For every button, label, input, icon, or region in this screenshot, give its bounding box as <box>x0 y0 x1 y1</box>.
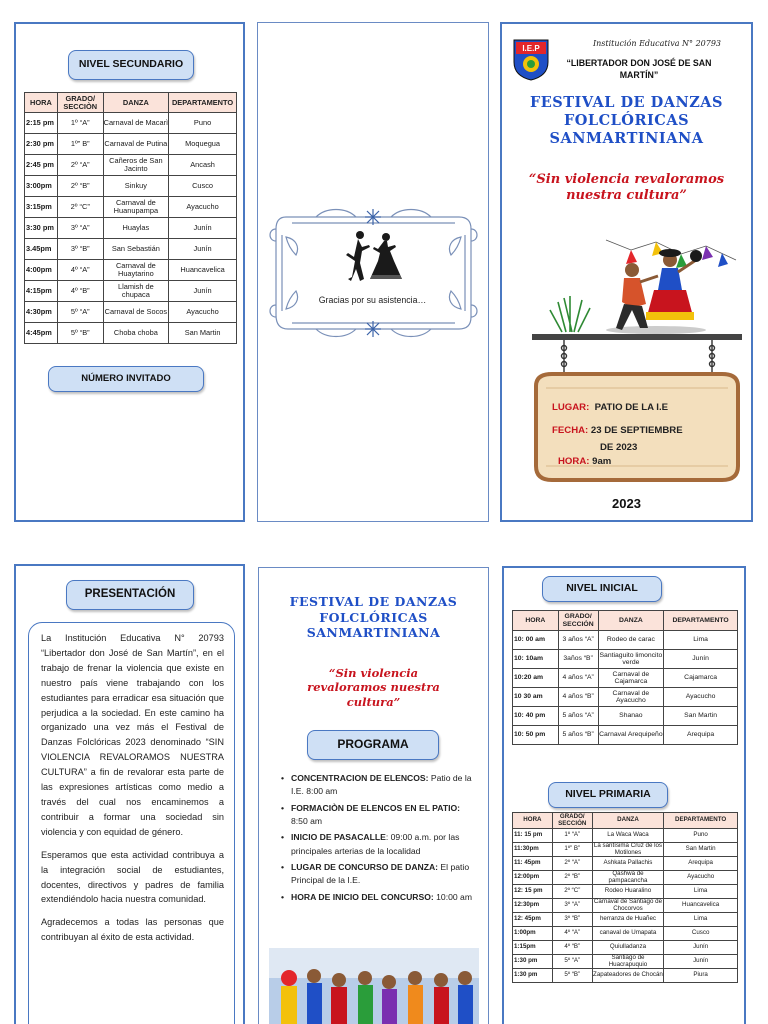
departamento-cell: Puno <box>664 829 738 843</box>
danza-cell: Llamish de chupaca <box>103 281 169 302</box>
dancers-illustration <box>536 220 746 340</box>
departamento-cell: Lima <box>664 913 738 927</box>
column-header: GRADO/ SECCIÒN <box>57 93 103 113</box>
grado-cell: 3años “B” <box>558 650 598 669</box>
departamento-cell: Junín <box>169 239 237 260</box>
hora-cell: 1:00pm <box>513 927 553 941</box>
departamento-cell: Ayacucho <box>664 871 738 885</box>
grado-cell: 3º “A” <box>552 899 592 913</box>
presentacion-title: PRESENTACIÓN <box>66 580 194 610</box>
departamento-cell: San Martin <box>664 707 738 726</box>
departamento-cell: Ancash <box>169 155 237 176</box>
departamento-cell: Arequipa <box>664 726 738 745</box>
grado-cell: 3 años “A” <box>558 631 598 650</box>
column-header: DEPARTAMENTO <box>169 93 237 113</box>
table-row <box>513 899 738 913</box>
departamento-cell: Puno <box>169 113 237 134</box>
table-row <box>513 843 738 857</box>
hora-cell: 3:00pm <box>25 176 58 197</box>
danza-cell: Qashwa de pampacancha <box>592 871 664 885</box>
departamento-cell: San Martin <box>169 323 237 344</box>
table-row <box>25 197 237 218</box>
programa-title: PROGRAMA <box>307 730 439 760</box>
cover-year: 2023 <box>612 496 641 511</box>
departamento-cell: Junín <box>664 955 738 969</box>
presentacion-text <box>28 622 235 1024</box>
departamento-cell: Junín <box>169 218 237 239</box>
column-header: GRADO/ SECCIÓN <box>558 611 598 631</box>
lugar-value: PATIO DE LA I.E <box>594 402 669 413</box>
column-header: HORA <box>513 813 553 829</box>
grado-cell: 5 años “B” <box>558 726 598 745</box>
institucion-nombre: “LIBERTADOR DON JOSÉ DE SAN MARTÍN” <box>566 58 712 80</box>
grado-cell: 3º “B” <box>57 239 103 260</box>
danza-cell: Santiago de Huacrapuquio <box>592 955 664 969</box>
danza-cell: Quiulladanza <box>592 941 664 955</box>
hora-cell: 12:30pm <box>513 899 553 913</box>
inicial-primaria-panel <box>502 566 746 1024</box>
danza-cell: Carnaval de Socos <box>103 302 169 323</box>
logo-text: I.E.P <box>522 44 540 53</box>
departamento-cell: Piura <box>664 969 738 983</box>
column-header: GRADO/ SECCIÓN <box>552 813 592 829</box>
grado-cell: 2º “A” <box>552 857 592 871</box>
departamento-cell: Junín <box>664 941 738 955</box>
danza-cell: La Waca Waca <box>592 829 664 843</box>
hora-cell: 10:20 am <box>513 669 559 688</box>
departamento-cell: Arequipa <box>664 857 738 871</box>
table-row <box>25 302 237 323</box>
grado-cell: 1º “A” <box>552 829 592 843</box>
grado-cell: 4º “A” <box>552 927 592 941</box>
inicial-title: NIVEL INICIAL <box>542 576 662 602</box>
hora-cell: 11: 45pm <box>513 857 553 871</box>
column-header: HORA <box>25 93 58 113</box>
school-logo <box>512 38 550 82</box>
danza-cell: canaval de Umapata <box>592 927 664 941</box>
column-header: DANZA <box>598 611 664 631</box>
hora-cell: 4:00pm <box>25 260 58 281</box>
secundario-table <box>24 92 237 344</box>
programa-item: • INICIO DE PASACALLE: 09:00 a.m. por las principales arterias de la localidad <box>281 831 479 858</box>
danza-cell: Carnaval de Putina <box>103 134 169 155</box>
grado-cell: 5º “A” <box>57 302 103 323</box>
grado-cell: 1º” B” <box>57 134 103 155</box>
gracias-text: Gracias por su asistencia… <box>318 295 427 305</box>
departamento-cell: Ayacucho <box>169 302 237 323</box>
grado-cell: 3º “B” <box>552 913 592 927</box>
table-row <box>513 650 738 669</box>
primaria-table <box>512 812 738 983</box>
fecha-value-year: DE 2023 <box>600 441 638 453</box>
grado-cell: 1º “A” <box>57 113 103 134</box>
primaria-title: NIVEL PRIMARIA <box>548 782 668 808</box>
presentacion-paragraph: La Institución Educativa N° 20793 “Libertador don José de San Martín”, en el trabajo de frenar la violencia que existe en nuestro país viene trabajando con los estudiantes para erradicar esa situación que perjudica a la sociedad. En este camino ha organizado una vez más el Festival de Danzas Folclóricas 2023 denominado “SIN VIOLENCIA REVALORAMOS NUESTRA CULTURA” a fin de revalorar esta parte de las expresiones artísticas como medio a través del cual nos encaminemos a contribuir a formar una sociedad sin violencia y con equidad de género. <box>41 633 224 837</box>
fecha-label: FECHA: <box>552 424 589 436</box>
grado-cell: 4º “B” <box>57 281 103 302</box>
danza-cell: Rodeo Huaralino <box>592 885 664 899</box>
grado-cell: 3º “A” <box>57 218 103 239</box>
departamento-cell: Junín <box>169 281 237 302</box>
table-row <box>513 941 738 955</box>
danza-cell: Carnaval de Macarì <box>103 113 169 134</box>
departamento-cell: Huancavelica <box>664 899 738 913</box>
danza-cell: Carnaval de Santiago de Chocorvos <box>593 898 663 912</box>
danza-cell: Carnaval de Huanupampa <box>103 197 169 218</box>
danza-cell: Huaylas <box>103 218 169 239</box>
grado-cell: 2º “C” <box>552 885 592 899</box>
dancing-couple-illustration <box>346 231 402 281</box>
column-header: DEPARTAMENTO <box>664 611 738 631</box>
table-row <box>513 688 738 707</box>
departamento-cell: Cusco <box>664 927 738 941</box>
danza-cell: Shanao <box>598 707 664 726</box>
danza-cell: Carnaval de Cajamarca <box>598 669 664 688</box>
danza-cell: San Sebastián <box>103 239 169 260</box>
grado-cell: 4º “B” <box>552 941 592 955</box>
departamento-cell: Moquegua <box>169 134 237 155</box>
grado-cell: 2º “C” <box>57 197 103 218</box>
cover-title: FESTIVAL DE DANZAS FOLCLÓRICAS SANMARTINIANA <box>529 94 724 148</box>
danza-cell: Santiaguito limoncito verde <box>598 650 664 669</box>
hora-cell: 12:00pm <box>513 871 553 885</box>
table-row <box>25 155 237 176</box>
danza-cell: Carnaval Arequipeño <box>598 726 664 745</box>
table-row <box>25 281 237 302</box>
danza-cell: herranza de Huañec <box>592 913 664 927</box>
hora-cell: 11:30pm <box>513 843 553 857</box>
hora-cell: 3.45pm <box>25 239 58 260</box>
programa-item: • HORA DE INICIO DEL CONCURSO: 10:00 am <box>281 891 479 904</box>
cover-panel <box>500 22 753 522</box>
departamento-cell: Ayacucho <box>664 688 738 707</box>
table-row <box>513 857 738 871</box>
table-row <box>25 239 237 260</box>
danza-cell: Choba choba <box>103 323 169 344</box>
hora-cell: 1:30 pm <box>513 955 553 969</box>
presentacion-panel <box>14 564 245 1024</box>
hora-cell: 11: 15 pm <box>513 829 553 843</box>
table-row <box>25 218 237 239</box>
grado-cell: 5º “B” <box>57 323 103 344</box>
table-row <box>25 323 237 344</box>
fecha-value: 23 DE SEPTIEMBRE <box>590 424 683 436</box>
grado-cell: 1º” B” <box>552 843 592 857</box>
departamento-cell: Cusco <box>169 176 237 197</box>
programa-item: • LUGAR DE CONCURSO DE DANZA: El patio Principal de la I.E. <box>281 861 479 888</box>
table-row <box>25 176 237 197</box>
hora-cell: 2:15 pm <box>25 113 58 134</box>
hora-cell: 3:30 pm <box>25 218 58 239</box>
lugar-label: LUGAR: <box>552 402 590 413</box>
hora-cell: 4:45pm <box>25 323 58 344</box>
secundario-panel <box>14 22 245 522</box>
hora-cell: 10: 50 pm <box>513 726 559 745</box>
departamento-cell: Cajamarca <box>664 669 738 688</box>
table-row <box>513 726 738 745</box>
table-row <box>513 871 738 885</box>
grado-cell: 5º “B” <box>552 969 592 983</box>
danza-cell: Ashkata Pallachis <box>592 857 664 871</box>
inicial-table <box>512 610 738 745</box>
column-header: HORA <box>513 611 559 631</box>
departamento-cell: San Martin <box>664 843 738 857</box>
table-row <box>25 134 237 155</box>
presentacion-paragraph: Agradecemos a todas las personas que contribuyan al éxito de esta actividad. <box>41 917 224 943</box>
grado-cell: 5º “A” <box>552 955 592 969</box>
column-header: DANZA <box>103 93 169 113</box>
programa-fest-title: FESTIVAL DE DANZAS FOLCLÓRICAS SANMARTINIANA <box>289 594 458 641</box>
table-row <box>513 913 738 927</box>
hora-cell: 12: 45pm <box>513 913 553 927</box>
hora-cell: 4:15pm <box>25 281 58 302</box>
hora-cell: 12: 15 pm <box>513 885 553 899</box>
departamento-cell: Lima <box>664 631 738 650</box>
grado-cell: 2º “B” <box>57 176 103 197</box>
hora-cell: 1:30 pm <box>513 969 553 983</box>
danza-cell: Carnaval de Ayacucho <box>598 688 664 707</box>
hora-cell: 1:15pm <box>513 941 553 955</box>
danza-cell: Zapateadores de Chocán <box>592 969 664 983</box>
table-row <box>513 707 738 726</box>
hora-cell: 4:30pm <box>25 302 58 323</box>
secundario-title: NIVEL SECUNDARIO <box>68 50 194 80</box>
sign-text <box>552 400 742 471</box>
table-row <box>25 260 237 281</box>
programa-panel <box>258 567 489 1024</box>
table-row <box>513 631 738 650</box>
hora-cell: 10: 00 am <box>513 631 559 650</box>
gracias-panel <box>257 22 489 522</box>
presentacion-paragraph: Esperamos que esta actividad contribuya a la integración social de estudiantes, docentes, directivos y padres de familia extendiéndolo hacia nuestra comunidad. <box>41 849 224 905</box>
numero-invitado-label: NÚMERO INVITADO <box>48 366 204 392</box>
danza-cell: Rodeo de carac <box>598 631 664 650</box>
hora-cell: 2:45 pm <box>25 155 58 176</box>
danza-cell: La santísima Cruz de los Motilones <box>593 842 663 856</box>
hora-cell: 3:15pm <box>25 197 58 218</box>
table-row <box>513 955 738 969</box>
danza-cell: Sinkuy <box>103 176 169 197</box>
departamento-cell: Huancavelica <box>169 260 237 281</box>
ornate-frame <box>266 207 481 339</box>
cover-slogan: “Sin violencia revaloramos nuestra cultura” <box>528 172 725 204</box>
departamento-cell: Ayacucho <box>169 197 237 218</box>
grado-cell: 4 años “B” <box>558 688 598 707</box>
institucion-label: Institución Educativa N° 20793 <box>592 39 722 48</box>
table-row <box>513 829 738 843</box>
column-header: DANZA <box>592 813 664 829</box>
hora-cell: 2:30 pm <box>25 134 58 155</box>
table-row <box>25 113 237 134</box>
hora-cell: 10 30 am <box>513 688 559 707</box>
table-row <box>513 927 738 941</box>
departamento-cell: Junín <box>664 650 738 669</box>
danza-cell: Carnaval de Huaytarino <box>103 260 169 281</box>
grado-cell: 2º “B” <box>552 871 592 885</box>
programa-slogan: “Sin violencia revaloramos nuestra cultura” <box>307 666 440 709</box>
hora-value: 9am <box>592 456 612 468</box>
danza-cell: Cañeros de San Jacinto <box>103 155 169 176</box>
grado-cell: 4º “A” <box>57 260 103 281</box>
grado-cell: 4 años “A” <box>558 669 598 688</box>
table-row <box>513 669 738 688</box>
dancers-photo <box>269 948 479 1024</box>
departamento-cell: Lima <box>664 885 738 899</box>
table-row <box>513 969 738 983</box>
programa-item: • FORMACIÒN DE ELENCOS EN EL PATIO: 8:50 am <box>281 802 479 829</box>
hora-cell: 10: 40 pm <box>513 707 559 726</box>
grado-cell: 5 años “A” <box>558 707 598 726</box>
programa-item: • CONCENTRACION DE ELENCOS: Patio de la I.E. 8:00 am <box>281 772 479 799</box>
grado-cell: 2º “A” <box>57 155 103 176</box>
hora-label: HORA: <box>558 456 590 468</box>
hora-cell: 10: 10am <box>513 650 559 669</box>
programa-list <box>281 772 479 907</box>
table-row <box>513 885 738 899</box>
column-header: DEPARTAMENTO <box>664 813 738 829</box>
